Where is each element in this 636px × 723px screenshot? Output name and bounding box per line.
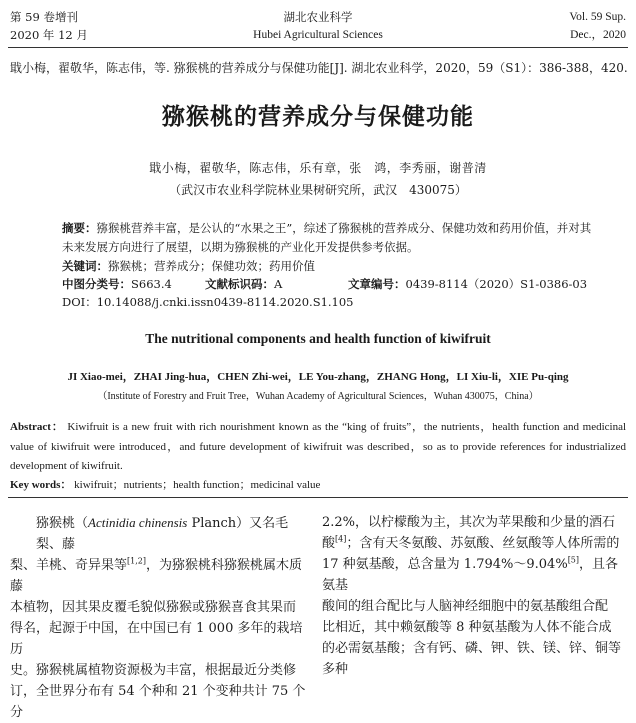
doc-label: 文献标识码： xyxy=(205,277,274,291)
body-right-line-1: 2.2%，以柠檬酸为主，其次为苹果酸和少量的酒石 xyxy=(322,515,616,530)
body-left-line-5: 史。猕猴桃属植物资源极为丰富，根据最近分类修 xyxy=(10,663,297,678)
abstract-en-label: Abstract： xyxy=(10,421,64,433)
body-left-line-6: 订，全世界分布有 54 个种和 21 个变种共计 75 个分 xyxy=(10,684,306,720)
authors-cn: 戢小梅，翟敬华，陈志伟，乐有章，张 鸿，李秀丽，谢普清 xyxy=(149,161,487,175)
abstract-en-text: Kiwifruit is a new fruit with rich nourishment known as the “king of fruits”，the nutrients，health function and medicinal value of kiwifruit were introduced，and future development of kiwifruit was described，so as to provide references for industrialized development of kiwifruit. xyxy=(10,421,627,472)
header-journal-en: Hubei Agricultural Sciences xyxy=(253,29,383,41)
keywords-en-text: kiwifruit；nutrients；health function；medicinal value xyxy=(74,479,321,491)
ref-marker: [5] xyxy=(567,555,580,565)
abstract-cn xyxy=(62,219,592,257)
body-right-line-6: 的必需氨基酸；含有钙、磷、钾、铁、镁、锌、铜等多种 xyxy=(322,641,622,677)
header-volume-en: Vol. 59 Sup. xyxy=(569,11,626,23)
doc-value: A xyxy=(274,277,283,291)
body-right-line-5: 比相近，其中赖氨酸等 8 种氨基酸为人体不能合成 xyxy=(322,620,612,635)
body-column-left xyxy=(10,512,310,723)
clc-number xyxy=(62,276,172,292)
keywords-cn xyxy=(62,258,315,274)
citation-line: 戢小梅，翟敬华，陈志伟，等. 猕猴桃的营养成分与保健功能[J]. 湖北农业科学，2020，59（S1）：386-388，420. xyxy=(10,61,628,75)
header-journal-cn: 湖北农业科学 xyxy=(283,10,353,24)
clc-label: 中图分类号： xyxy=(62,277,131,291)
keywords-en-label: Key words： xyxy=(10,479,72,491)
ref-marker: [4] xyxy=(335,534,347,544)
abstract-en xyxy=(10,418,626,477)
body-right-line-3: 17 种氨基酸，总含量为 1.794%～9.04%[5]，且各氨基 xyxy=(322,555,619,593)
abstract-cn-label: 摘要： xyxy=(62,221,97,235)
body-left-line-2: 梨、羊桃、奇异果等[1,2]，为猕猴桃科猕猴桃属木质藤 xyxy=(10,556,302,594)
clc-value: S663.4 xyxy=(131,277,172,291)
header-date-cn: 2020 年 12 月 xyxy=(10,28,88,42)
article-value: 0439-8114（2020）S1-0386-03 xyxy=(405,277,588,291)
ref-marker: [1,2] xyxy=(127,556,146,566)
keywords-cn-text: 猕猴桃；营养成分；保健功效；药用价值 xyxy=(108,259,315,273)
body-left-line-3: 本植物，因其果皮覆毛貌似猕猴或猕猴喜食其果而 xyxy=(10,600,297,615)
keywords-en xyxy=(10,476,320,492)
abstract-cn-text: 猕猴桃营养丰富，是公认的“水果之王”，综述了猕猴桃的营养成分、保健功效和药用价值，并对其未来发展方向进行了展望，以期为猕猴桃的产业化开发提供参考依据。 xyxy=(62,221,592,254)
keywords-cn-label: 关键词： xyxy=(62,259,108,273)
body-left-line-1: 猕猴桃（Actinidia chinensis Planch）又名毛梨、藤 xyxy=(36,515,289,552)
doc-code xyxy=(205,276,282,292)
header-rule xyxy=(8,47,628,48)
body-right-line-2: 酸[4]；含有天冬氨酸、苏氨酸、丝氨酸等人体所需的 xyxy=(322,534,620,551)
body-left-line-4: 得名，起源于中国，在中国已有 1 000 多年的栽培历 xyxy=(10,621,303,657)
affiliation-cn: （武汉市农业科学院林业果树研究所，武汉 430075） xyxy=(169,183,467,197)
body-right-line-4: 酸间的组合配比与人脑神经细胞中的氨基酸组合配 xyxy=(322,599,609,614)
paper-title-cn: 猕猴桃的营养成分与保健功能 xyxy=(162,104,474,130)
article-label: 文章编号： xyxy=(348,277,406,291)
body-column-right xyxy=(322,512,628,680)
paper-title-en: The nutritional components and health function of kiwifruit xyxy=(145,331,491,346)
latin-name: Actinidia chinensis xyxy=(88,515,188,530)
doi-line: DOI：10.14088/j.cnki.issn0439-8114.2020.S1.105 xyxy=(62,295,354,309)
section-rule xyxy=(8,497,628,498)
affiliation-en: （Institute of Forestry and Fruit Tree，Wuhan Academy of Agricultural Sciences，Wuhan 430075，China） xyxy=(97,391,539,402)
header-date-en: Dec.，2020 xyxy=(570,29,626,41)
header-volume-cn: 第 59 卷增刊 xyxy=(10,10,78,24)
authors-en: JI Xiao-mei，ZHAI Jing-hua，CHEN Zhi-wei，LE You-zhang，ZHANG Hong，LI Xiu-li，XIE Pu-qing xyxy=(67,371,569,383)
article-number xyxy=(348,276,587,292)
